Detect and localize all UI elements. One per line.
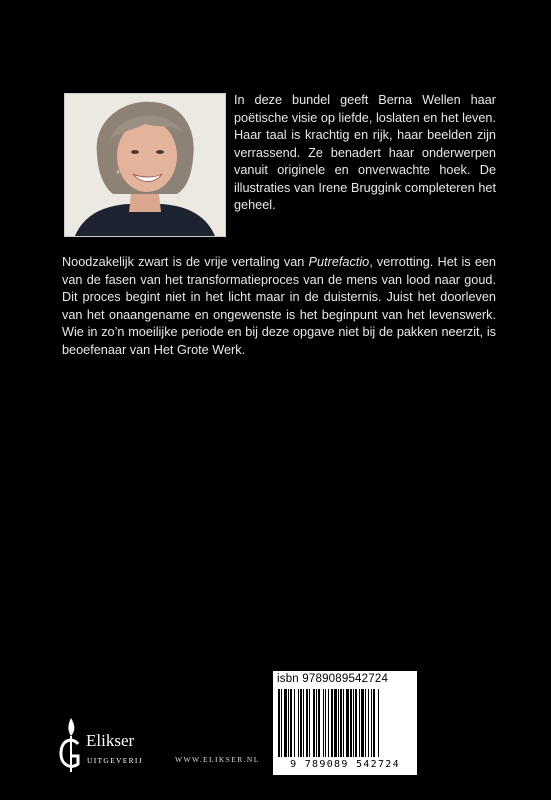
publisher-website: WWW.ELIKSER.NL: [175, 755, 260, 764]
author-portrait-image: [65, 94, 225, 236]
blurb-paragraph-2-start: Noodzakelijk zwart is de vrije vertaling van: [62, 255, 309, 269]
blurb-italic-term: Putrefactio: [308, 255, 370, 269]
isbn-barcode: [273, 671, 417, 775]
isbn-label: isbn 9789089542724: [277, 673, 389, 685]
publisher-flame-g-icon: [56, 716, 86, 776]
blurb-paragraph-2: [62, 254, 496, 360]
publisher-name: Elikser: [86, 731, 135, 750]
author-photo: [64, 93, 226, 237]
blurb-paragraph-1: In deze bundel geeft Berna Wellen haar poëtische visie op liefde, loslaten en het leven. Haar taal is krachtig en rijk, haar beelden zijn verrassend. Ze benadert haar onderwerpen vanuit originele en onverwachte hoek. De illustraties van Irene Bruggink completeren het geheel.: [234, 93, 496, 212]
blurb-paragraph-2-end: , verrotting. Het is een van de fasen van het transformatieproces van de mens van lood naar goud. Dit proces begint niet in het licht maar in de duisternis. Juist het doorleven van het onaangename en ongewenste is het beginpunt van het levenswerk. Wie in zo’n moeilijke periode en bij deze opgave niet bij de pakken neerzit, is beoefenaar van Het Grote Werk.: [62, 255, 496, 357]
barcode-bars: [276, 689, 414, 759]
publisher-logo: [56, 716, 166, 776]
publisher-subtitle: UITGEVERIJ: [87, 756, 143, 765]
isbn-digits: 9 789089 542724: [290, 759, 400, 770]
